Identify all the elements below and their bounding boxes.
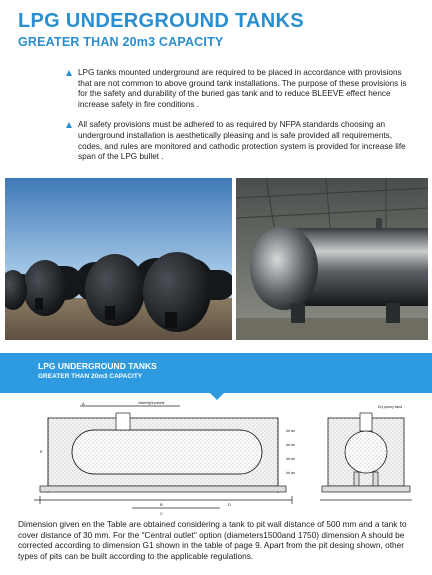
bullet-text: All safety provisions must be adhered to as required by NFPA standards choosing an underground installation is aesthetically pleasing and is safe provided all requirements, codes, and rules are monitored and cathodic protection system is provided for increase life span of the LPG bullet . xyxy=(78,120,406,162)
bullet-list xyxy=(66,68,416,173)
dim-label: ## cm xyxy=(286,471,296,475)
footer-paragraph: Dimension given en the Table are obtained considering a tank to pit wall distance of 500 mm and a tank to cover distance of 30 mm. For the "Central outlet" option (diameters1500and 1750) dimension A should be corrected according to dimension G1 shown in the table of page 9. Apart from the pit desing shown, other types of pits can be built according to the applicable regulations. xyxy=(18,519,407,561)
bullet-item xyxy=(66,68,416,110)
side-view xyxy=(34,406,292,508)
outdoor-tanks-photo xyxy=(5,178,232,340)
triangle-bullet-icon xyxy=(66,122,72,128)
label-b: B xyxy=(160,502,163,507)
page-title: LPG UNDERGROUND TANKS xyxy=(18,10,304,32)
label-e: E xyxy=(40,449,43,454)
dim-label: ## cm xyxy=(286,429,296,433)
triangle-bullet-icon xyxy=(66,70,72,76)
label-c: C xyxy=(160,511,163,516)
workshop-tank-photo xyxy=(236,178,428,340)
end-view xyxy=(320,413,412,500)
technical-drawing xyxy=(20,398,420,516)
banner-subtitle: GREATER THAN 20m3 CAPACITY xyxy=(38,373,143,380)
bullet-text: LPG tanks mounted underground are required to be placed in accordance with provisions that are not common to above ground tank installations. The purpose of these provisions is for the safety and durability of the buried gas tank and to reduce BLEEVE effect hence increase safety in fire conditions . xyxy=(78,68,407,109)
label-d: D xyxy=(228,502,231,507)
page-subtitle: GREATER THAN 20m3 CAPACITY xyxy=(18,35,224,49)
label-a: A xyxy=(82,401,85,406)
note-dry-sand: Dry quarry sand xyxy=(378,405,403,409)
note-valve-panels: Valve/light panels xyxy=(138,401,165,405)
dim-label: ## cm xyxy=(286,457,296,461)
banner-title: LPG UNDERGROUND TANKS xyxy=(38,361,157,371)
dim-label: ## cm xyxy=(286,443,296,447)
bullet-item xyxy=(66,120,416,162)
